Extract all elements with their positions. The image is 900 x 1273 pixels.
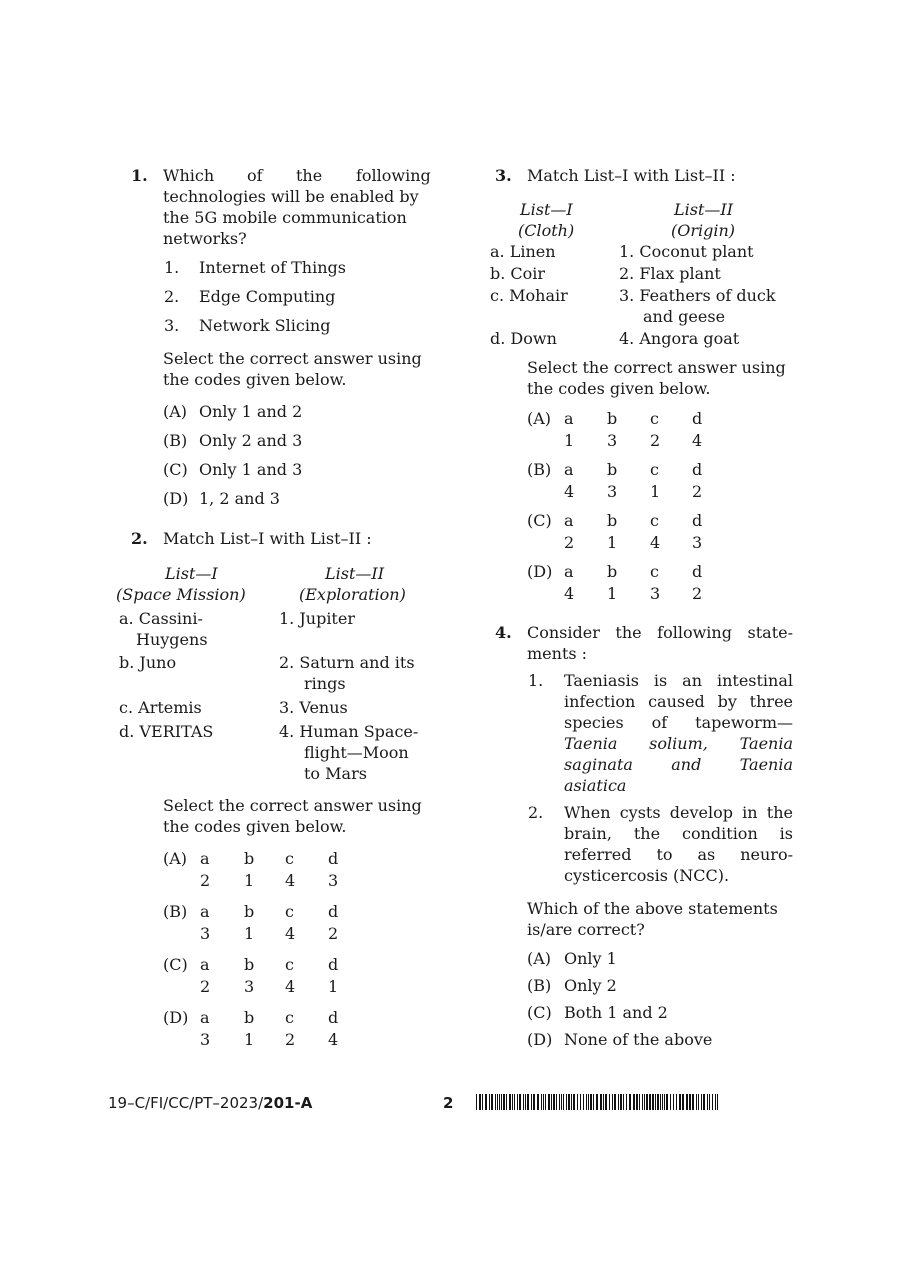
option-text: Only 1 and 2 [199, 402, 303, 421]
code-value: 1 [328, 977, 339, 996]
instruction-line: Select the correct answer using [163, 796, 422, 815]
option-label: (A) [527, 949, 552, 968]
code-head: a [200, 1008, 210, 1027]
option-text: Only 1 and 3 [199, 460, 303, 479]
code-value: 4 [650, 533, 661, 552]
list1-item: Huygens [136, 630, 208, 649]
list2-item: 4. Angora goat [619, 329, 740, 348]
code-value: 2 [285, 1030, 296, 1049]
list1-item: d. Down [490, 329, 557, 348]
code-value: 1 [607, 533, 618, 552]
code-head: d [328, 955, 339, 974]
code-value: 3 [200, 1030, 211, 1049]
code-value: 2 [650, 431, 661, 450]
q1-word: of [247, 166, 263, 185]
list2-title: List—II [325, 564, 385, 583]
code-value: 2 [564, 533, 575, 552]
instruction-line: the codes given below. [527, 379, 711, 398]
question-intro-line: Consider the following state- [527, 623, 793, 642]
option-text: Only 1 [564, 949, 617, 968]
statement-line: Taeniasis is an intestinal [564, 671, 793, 690]
code-head: b [244, 849, 255, 868]
list2-subtitle: (Origin) [671, 221, 736, 240]
list1-subtitle: (Space Mission) [116, 585, 246, 604]
option-label: (B) [527, 460, 552, 479]
code-head: c [650, 409, 659, 428]
code-head: d [692, 409, 703, 428]
list2-item: 1. Jupiter [279, 609, 355, 628]
code-head: a [564, 511, 574, 530]
code-value: 3 [607, 482, 618, 501]
option-label: (D) [163, 1008, 189, 1027]
item-text: Edge Computing [199, 287, 336, 306]
code-value: 3 [607, 431, 618, 450]
statement-number: 1. [528, 671, 544, 690]
statement-number: 2. [528, 803, 544, 822]
instruction-line: the codes given below. [163, 370, 347, 389]
question-text-line: the 5G mobile communication [163, 208, 407, 227]
question-line: is/are correct? [527, 920, 645, 939]
code-head: a [200, 849, 210, 868]
q1-word: Which [163, 166, 215, 185]
code-head: d [692, 562, 703, 581]
statement-line: cysticercosis (NCC). [564, 866, 730, 885]
code-head: b [244, 1008, 255, 1027]
code-value: 2 [692, 584, 703, 603]
list2-item: 4. Human Space- [279, 722, 419, 741]
code-head: a [200, 902, 210, 921]
instruction-line: Select the correct answer using [527, 358, 786, 377]
paper-code [108, 1093, 312, 1114]
list2-item: 1. Coconut plant [619, 242, 754, 261]
question-line: Which of the above statements [527, 899, 778, 918]
instruction-line: Select the correct answer using [163, 349, 422, 368]
code-head: b [607, 460, 618, 479]
statement-line: saginata and Taenia [564, 755, 793, 774]
instruction-line: the codes given below. [163, 817, 347, 836]
question-text-line: networks? [163, 229, 247, 248]
code-value: 3 [692, 533, 703, 552]
code-head: b [244, 902, 255, 921]
option-label: (A) [163, 849, 188, 868]
list1-item: c. Mohair [490, 286, 568, 305]
code-head: c [285, 955, 294, 974]
code-value: 3 [200, 924, 211, 943]
code-value: 4 [285, 977, 296, 996]
code-head: b [607, 511, 618, 530]
question-number: 3. [495, 166, 512, 185]
code-head: c [650, 460, 659, 479]
code-head: d [328, 849, 339, 868]
code-head: c [285, 1008, 294, 1027]
option-label: (B) [163, 431, 188, 450]
code-value: 1 [650, 482, 661, 501]
code-value: 4 [564, 482, 575, 501]
list1-item: d. VERITAS [119, 722, 214, 741]
code-head: b [244, 955, 255, 974]
code-value: 2 [328, 924, 339, 943]
code-value: 1 [564, 431, 575, 450]
list2-item: 2. Flax plant [619, 264, 721, 283]
option-label: (C) [163, 460, 188, 479]
code-value: 4 [285, 924, 296, 943]
option-text: None of the above [564, 1030, 713, 1049]
code-head: a [564, 460, 574, 479]
code-value: 2 [200, 977, 211, 996]
list1-item: a. Linen [490, 242, 556, 261]
list1-item: a. Cassini- [119, 609, 203, 628]
list2-item: to Mars [304, 764, 367, 783]
question-number: 1. [131, 166, 148, 185]
code-value: 4 [328, 1030, 339, 1049]
list2-item: 2. Saturn and its [279, 653, 415, 672]
item-number: 1. [164, 258, 180, 277]
list2-item: 3. Feathers of duck [619, 286, 776, 305]
option-label: (C) [527, 511, 552, 530]
option-text: Only 2 [564, 976, 617, 995]
code-head: a [200, 955, 210, 974]
code-head: c [285, 849, 294, 868]
code-head: c [285, 902, 294, 921]
statement-line: referred to as neuro- [564, 845, 793, 864]
list2-item: flight—Moon [304, 743, 409, 762]
barcode [476, 1094, 720, 1110]
code-value: 2 [200, 871, 211, 890]
code-value: 3 [244, 977, 255, 996]
question-intro-line: ments : [527, 644, 588, 663]
option-text: Both 1 and 2 [564, 1003, 668, 1022]
code-head: c [650, 511, 659, 530]
code-value: 1 [244, 1030, 255, 1049]
code-head: a [564, 562, 574, 581]
question-number: 4. [495, 623, 512, 642]
paper-code-prefix: 19–C/FI/CC/PT–2023/ [108, 1094, 264, 1112]
list1-title: List—I [165, 564, 218, 583]
statement-line: asiatica [564, 776, 627, 795]
q1-word: the [296, 166, 323, 185]
code-value: 4 [285, 871, 296, 890]
code-head: b [607, 562, 618, 581]
code-value: 3 [328, 871, 339, 890]
list2-title: List—II [674, 200, 734, 219]
code-value: 3 [650, 584, 661, 603]
list2-item: and geese [643, 307, 726, 326]
statement-line: brain, the condition is [564, 824, 793, 843]
statement-line: When cysts develop in the [564, 803, 793, 822]
item-text: Network Slicing [199, 316, 331, 335]
list1-title: List—I [520, 200, 573, 219]
code-value: 2 [692, 482, 703, 501]
option-label: (B) [527, 976, 552, 995]
option-label: (C) [163, 955, 188, 974]
option-label: (A) [163, 402, 188, 421]
code-head: c [650, 562, 659, 581]
question-heading: Match List–I with List–II : [163, 529, 372, 548]
page-number: 2 [443, 1094, 454, 1112]
item-text: Internet of Things [199, 258, 346, 277]
option-label: (A) [527, 409, 552, 428]
code-value: 4 [564, 584, 575, 603]
statement-line: infection caused by three [564, 692, 793, 711]
question-number: 2. [131, 529, 148, 548]
statement-line: Taenia solium, Taenia [564, 734, 793, 753]
paper-code-set: 201-A [263, 1094, 313, 1112]
list2-item: rings [304, 674, 346, 693]
option-label: (C) [527, 1003, 552, 1022]
question-text-line: technologies will be enabled by [163, 187, 419, 206]
q1-word: following [356, 166, 431, 185]
code-value: 1 [607, 584, 618, 603]
code-head: d [328, 902, 339, 921]
list2-item: 3. Venus [279, 698, 348, 717]
list1-item: c. Artemis [119, 698, 202, 717]
code-head: d [692, 511, 703, 530]
statement-line: species of tapeworm— [564, 713, 793, 732]
code-head: b [607, 409, 618, 428]
option-text: 1, 2 and 3 [199, 489, 280, 508]
option-text: Only 2 and 3 [199, 431, 303, 450]
list1-item: b. Juno [119, 653, 177, 672]
code-head: d [328, 1008, 339, 1027]
item-number: 3. [164, 316, 180, 335]
list2-subtitle: (Exploration) [299, 585, 406, 604]
code-head: a [564, 409, 574, 428]
code-head: d [692, 460, 703, 479]
item-number: 2. [164, 287, 180, 306]
option-label: (B) [163, 902, 188, 921]
option-label: (D) [163, 489, 189, 508]
code-value: 1 [244, 871, 255, 890]
option-label: (D) [527, 562, 553, 581]
code-value: 1 [244, 924, 255, 943]
question-heading: Match List–I with List–II : [527, 166, 736, 185]
list1-item: b. Coir [490, 264, 546, 283]
list1-subtitle: (Cloth) [518, 221, 575, 240]
option-label: (D) [527, 1030, 553, 1049]
code-value: 4 [692, 431, 703, 450]
